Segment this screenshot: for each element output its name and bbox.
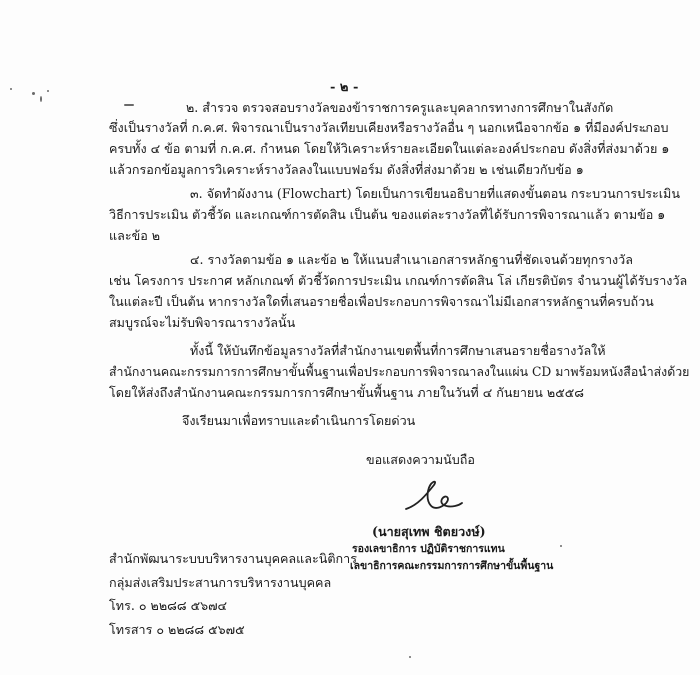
item-3-line-1: ๓. จัดทำผังงาน (Flowchart) โดยเป็นการเขียนอธิบายที่แสดงขั้นตอน กระบวนการประเมิน: [190, 186, 680, 201]
item-4-line-3: ในแต่ละปี เป็นต้น หากรางวัลใดที่เสนอรายชื่อเพื่อประกอบการพิจารณาไม่มีเอกสารหลักฐานที่ครบถ้วน: [109, 294, 654, 309]
office-line-1: สำนักพัฒนาระบบบริหารงานบุคคลและนิติการ: [109, 551, 358, 566]
scan-speck: [124, 104, 134, 106]
note-line-2: สำนักงานคณะกรรมการการศึกษาขั้นพื้นฐานเพื่อประกอบการพิจารณาลงในแผ่น CD มาพร้อมหนังสือนำส่งด้วย: [109, 364, 690, 379]
request-line: จึงเรียนมาเพื่อทราบและดำเนินการโดยด่วน: [182, 413, 416, 428]
page-number: - ๒ -: [330, 80, 359, 95]
item-4-line-1: ๔. รางวัลตามข้อ ๑ และข้อ ๒ ให้แนบสำเนาเอกสารหลักฐานที่ชัดเจนด้วยทุกรางวัล: [190, 252, 633, 267]
scan-speck: [409, 656, 411, 658]
signer-name: (นายสุเทพ ชิตยวงษ์): [372, 524, 486, 539]
scan-speck: [32, 92, 35, 95]
closing-text: ขอแสดงความนับถือ: [366, 452, 475, 467]
item-4-line-2: เช่น โครงการ ประกาศ หลักเกณฑ์ ตัวชี้วัดการประเมิน เกณฑ์การตัดสิน โล่ เกียรติบัตร จำนวนผู้ได้รับรางวัล: [109, 273, 688, 288]
phone-number: โทร. ๐ ๒๒๘๘ ๕๖๗๔: [109, 598, 228, 613]
item-2-line-1: ๒. สำรวจ ตรวจสอบรางวัลของข้าราชการครูและบุคลากรทางการศึกษาในสังกัด: [186, 100, 614, 115]
scan-speck: [10, 88, 12, 90]
note-line-1: ทั้งนี้ ให้บันทึกข้อมูลรางวัลที่สำนักงานเขตพื้นที่การศึกษาเสนอรายชื่อรางวัลให้: [190, 343, 606, 358]
item-2-line-3: ครบทั้ง ๔ ข้อ ตามที่ ก.ค.ศ. กำหนด โดยให้วิเคราะห์รายละเอียดในแต่ละองค์ประกอบ ดังสิ่งที่ส่งมาด้วย ๑: [109, 141, 670, 156]
office-line-2: กลุ่มส่งเสริมประสานการบริหารงานบุคคล: [109, 575, 332, 590]
item-3-line-2: วิธีการประเมิน ตัวชี้วัด และเกณฑ์การตัดสิน เป็นต้น ของแต่ละรางวัลที่ได้รับการพิจารณาแล้ว ตามข้อ ๑: [109, 207, 666, 222]
scan-speck: [40, 96, 42, 102]
signature-mark: [400, 475, 490, 525]
scan-speck: [47, 90, 49, 92]
fax-number: โทรสาร ๐ ๒๒๘๘ ๕๖๗๕: [109, 622, 245, 637]
item-3-line-3: และข้อ ๒: [109, 228, 161, 243]
signer-title-2: เลขาธิการคณะกรรมการการศึกษาขั้นพื้นฐาน: [350, 560, 554, 572]
scan-speck: [560, 545, 562, 547]
item-2-line-4: แล้วกรอกข้อมูลการวิเคราะห์รางวัลลงในแบบฟอร์ม ดังสิ่งที่ส่งมาด้วย ๒ เช่นเดียวกับข้อ ๑: [109, 162, 584, 177]
note-line-3: โดยให้ส่งถึงสำนักงานคณะกรรมการการศึกษาขั้นพื้นฐาน ภายในวันที่ ๔ กันยายน ๒๕๕๘: [109, 385, 584, 400]
item-4-line-4: สมบูรณ์จะไม่รับพิจารณารางวัลนั้น: [109, 315, 296, 330]
signer-title-1: รองเลขาธิการ ปฏิบัติราชการแทน: [352, 543, 505, 555]
item-2-line-2: ซึ่งเป็นรางวัลที่ ก.ค.ศ. พิจารณาเป็นรางวัลเทียบเคียงหรือรางวัลอื่น ๆ นอกเหนือจากข้อ ๑ ที่มีองค์ประกอบ: [109, 120, 669, 135]
